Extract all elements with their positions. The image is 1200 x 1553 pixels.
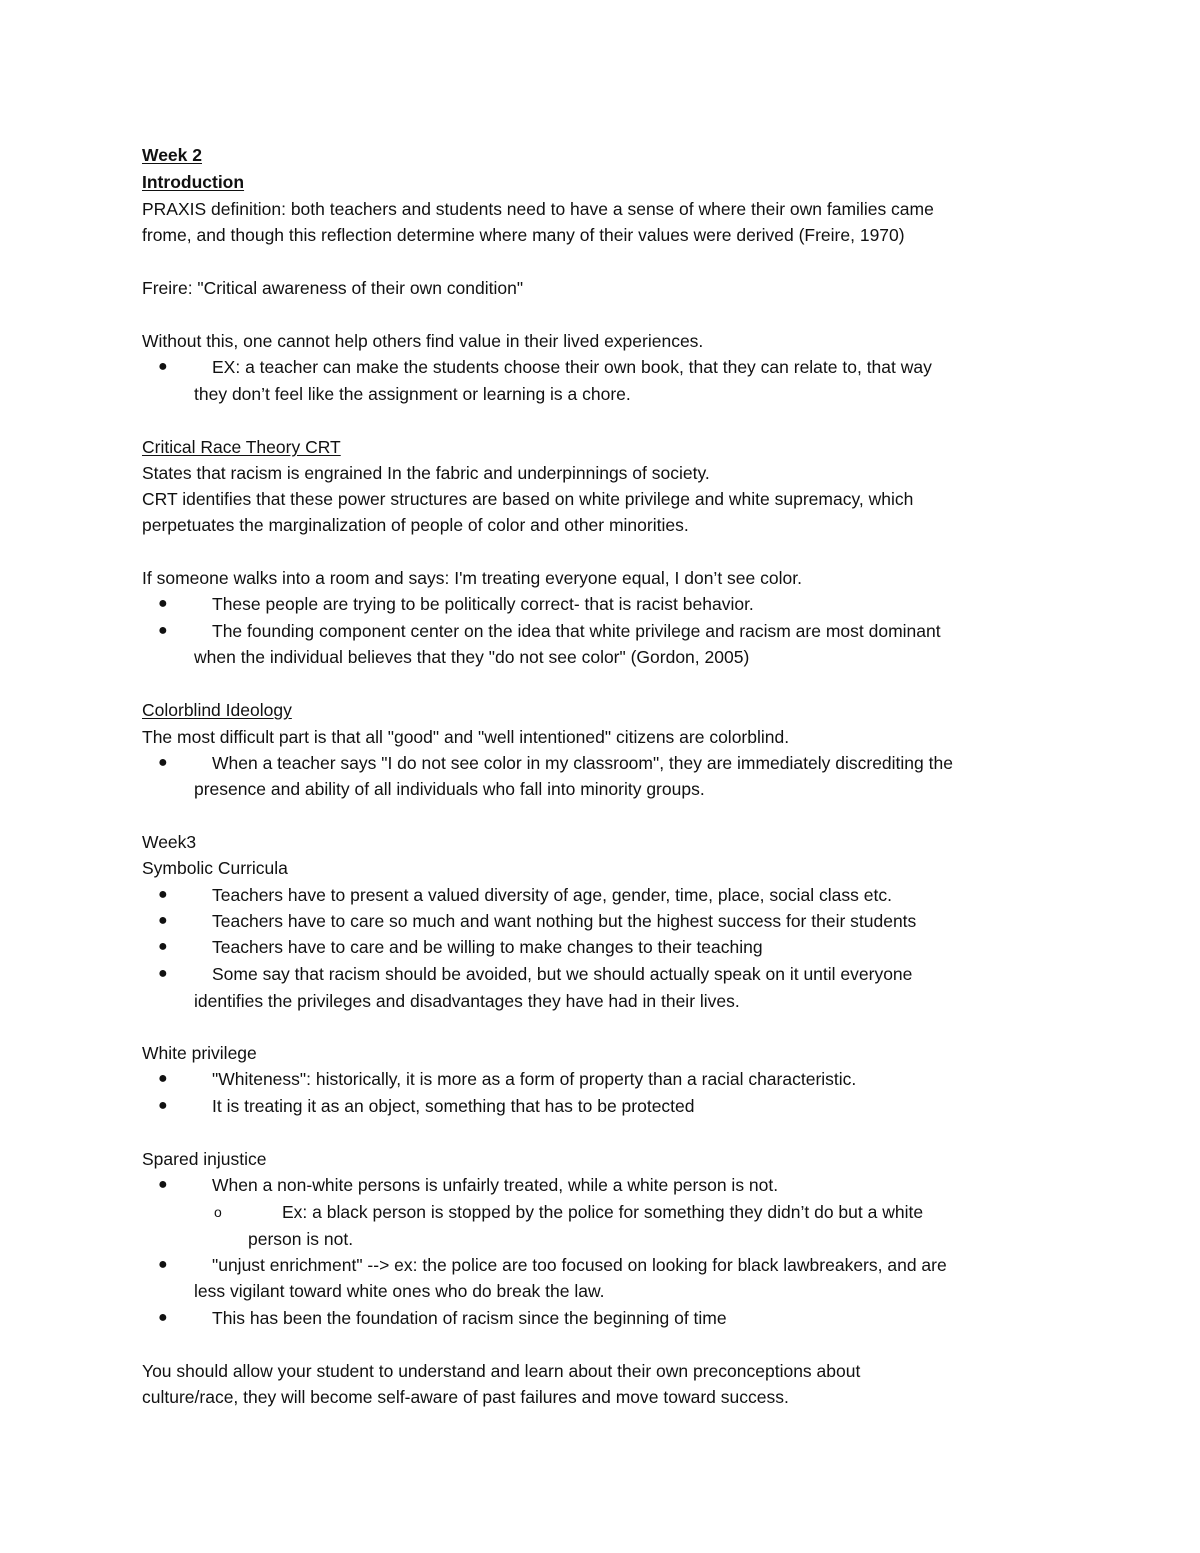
bullet-icon: ● [158, 1256, 168, 1273]
conclusion-line-2: culture/race, they will become self-aware of past failures and move toward success. [142, 1387, 789, 1407]
week3-bullet-4-line-1: Some say that racism should be avoided, but we should actually speak on it until everyone [212, 964, 913, 984]
week3-bullet-3: Teachers have to care and be willing to make changes to their teaching [212, 937, 763, 957]
symbolic-curricula-heading: Symbolic Curricula [142, 858, 288, 878]
spared-bullet-1: When a non-white persons is unfairly treated, while a white person is not. [212, 1175, 779, 1195]
crt-bullet-2-line-1: The founding component center on the idea that white privilege and racism are most dominant [212, 621, 941, 641]
week3-bullet-2: Teachers have to care so much and want nothing but the highest success for their students [212, 911, 917, 931]
colorblind-line-1: The most difficult part is that all "good" and "well intentioned" citizens are colorblind. [142, 727, 790, 747]
spared-sub-line-2: person is not. [248, 1229, 354, 1249]
ex-line-1: EX: a teacher can make the students choose their own book, that they can relate to, that way [212, 357, 932, 377]
bullet-icon: ● [158, 912, 168, 929]
bullet-icon: ● [158, 1309, 168, 1326]
week3-title: Week3 [142, 832, 197, 852]
crt-heading: Critical Race Theory CRT [142, 437, 341, 457]
week3-bullet-1: Teachers have to present a valued diversity of age, gender, time, place, social class etc. [212, 885, 892, 905]
spared-sub-line-1: Ex: a black person is stopped by the police for something they didn’t do but a white [282, 1202, 924, 1222]
bullet-icon: ● [158, 754, 168, 771]
bullet-icon: ● [158, 886, 168, 903]
ex-line-2: they don’t feel like the assignment or learning is a chore. [194, 384, 631, 404]
bullet-icon: ● [158, 938, 168, 955]
spared-bullet-3: This has been the foundation of racism since the beginning of time [212, 1308, 727, 1328]
bullet-icon: ● [158, 358, 168, 375]
conclusion-line-1: You should allow your student to understand and learn about their own preconceptions about [142, 1361, 861, 1381]
praxis-line-2: frome, and though this reflection determine where many of their values were derived (Freire, 1970) [142, 225, 905, 245]
freire-quote: Freire: "Critical awareness of their own condition" [142, 278, 524, 298]
crt-line-1: States that racism is engrained In the fabric and underpinnings of society. [142, 463, 710, 483]
crt-bullet-1: These people are trying to be politically correct- that is racist behavior. [212, 594, 754, 614]
bullet-icon: ● [158, 965, 168, 982]
bullet-icon: ● [158, 595, 168, 612]
crt-bullet-2-line-2: when the individual believes that they "do not see color" (Gordon, 2005) [194, 647, 750, 667]
someone-walks-text: If someone walks into a room and says: I'm treating everyone equal, I don’t see color. [142, 568, 802, 588]
spared-injustice-heading: Spared injustice [142, 1149, 267, 1169]
bullet-icon: ● [158, 1070, 168, 1087]
sub-bullet-icon: o [214, 1204, 222, 1220]
week3-bullet-4-line-2: identifies the privileges and disadvantages they have had in their lives. [194, 991, 740, 1011]
white-privilege-heading: White privilege [142, 1043, 257, 1063]
without-this-text: Without this, one cannot help others find value in their lived experiences. [142, 331, 704, 351]
colorblind-bullet-line-2: presence and ability of all individuals who fall into minority groups. [194, 779, 705, 799]
crt-line-2: CRT identifies that these power structures are based on white privilege and white supremacy, which [142, 489, 914, 509]
week2-title: Week 2 [142, 145, 202, 165]
spared-bullet-2-line-2: less vigilant toward white ones who do break the law. [194, 1281, 605, 1301]
bullet-icon: ● [158, 1097, 168, 1114]
spared-bullet-2-line-1: "unjust enrichment" --> ex: the police are too focused on looking for black lawbreakers, and are [212, 1255, 947, 1275]
colorblind-heading: Colorblind Ideology [142, 700, 292, 720]
crt-line-3: perpetuates the marginalization of people of color and other minorities. [142, 515, 689, 535]
white-privilege-bullet-1: "Whiteness": historically, it is more as a form of property than a racial characteristic. [212, 1069, 857, 1089]
white-privilege-bullet-2: It is treating it as an object, something that has to be protected [212, 1096, 695, 1116]
colorblind-bullet-line-1: When a teacher says "I do not see color in my classroom", they are immediately discrediting the [212, 753, 953, 773]
introduction-heading: Introduction [142, 172, 245, 192]
bullet-icon: ● [158, 1176, 168, 1193]
bullet-icon: ● [158, 622, 168, 639]
praxis-line-1: PRAXIS definition: both teachers and students need to have a sense of where their own families came [142, 199, 934, 219]
